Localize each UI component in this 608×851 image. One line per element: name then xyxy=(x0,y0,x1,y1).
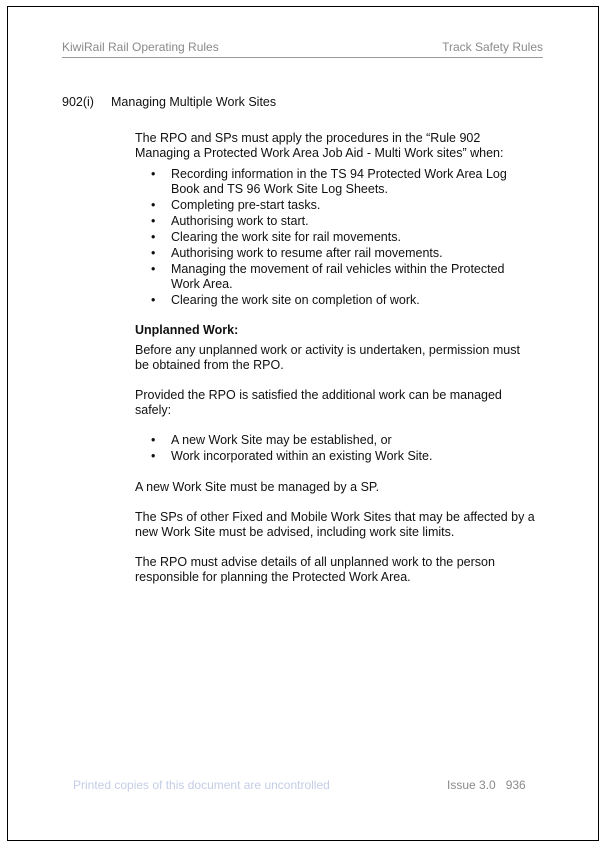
list-item: • Completing pre-start tasks. xyxy=(151,198,321,212)
bullet-icon: • xyxy=(151,230,156,244)
list-item: • Recording information in the TS 94 Protected Work Area Log Book and TS 96 Work Site Log Sheets. xyxy=(151,167,507,196)
list-item: • Work incorporated within an existing Work Site. xyxy=(151,449,433,463)
uncontrolled-copy-notice: Printed copies of this document are uncontrolled xyxy=(73,778,330,792)
bullet-icon: • xyxy=(151,167,156,181)
rule-body xyxy=(135,131,535,585)
rule-title: Managing Multiple Work Sites xyxy=(111,95,277,109)
header-section-title: Track Safety Rules xyxy=(442,40,543,54)
bullet-icon: • xyxy=(151,433,156,447)
list-item: • Clearing the work site for rail movements. xyxy=(151,230,401,244)
bullet-icon: • xyxy=(151,246,156,260)
page-header xyxy=(62,40,543,58)
list-item: • Authorising work to start. xyxy=(151,214,309,228)
unplanned-paragraph-2: Provided the RPO is satisfied the additional work can be managed safely: xyxy=(135,388,502,417)
bullet-icon: • xyxy=(151,293,156,307)
bullet-icon: • xyxy=(151,214,156,228)
intro-paragraph: The RPO and SPs must apply the procedures in the “Rule 902 Managing a Protected Work Area Job Aid - Multi Work sites” when: xyxy=(135,131,504,160)
list-item: • A new Work Site may be established, or xyxy=(151,433,392,447)
list-item: • Authorising work to resume after rail movements. xyxy=(151,246,443,260)
list-item: • Managing the movement of rail vehicles within the Protected Work Area. xyxy=(151,262,505,291)
procedure-list xyxy=(135,167,535,308)
unplanned-paragraph-1: Before any unplanned work or activity is undertaken, permission must be obtained from the RPO. xyxy=(135,343,520,372)
page-footer xyxy=(447,778,526,792)
page-number: 936 xyxy=(505,778,526,792)
bullet-icon: • xyxy=(151,262,156,276)
list-item: • Clearing the work site on completion of work. xyxy=(151,293,420,307)
bullet-icon: • xyxy=(151,449,156,463)
unplanned-paragraph-4: The SPs of other Fixed and Mobile Work Sites that may be affected by a new Work Site must be advised, including work site limits. xyxy=(135,510,535,539)
unplanned-options-list xyxy=(135,433,535,464)
header-document-title: KiwiRail Rail Operating Rules xyxy=(62,40,219,54)
unplanned-paragraph-5: The RPO must advise details of all unplanned work to the person responsible for planning the Protected Work Area. xyxy=(135,555,495,584)
rule-number: 902(i) xyxy=(62,95,94,109)
unplanned-paragraph-3: A new Work Site must be managed by a SP. xyxy=(135,480,380,494)
unplanned-work-heading: Unplanned Work: xyxy=(135,323,239,337)
issue-number: Issue 3.0 xyxy=(447,778,496,792)
bullet-icon: • xyxy=(151,198,156,212)
rule-heading xyxy=(62,95,276,109)
